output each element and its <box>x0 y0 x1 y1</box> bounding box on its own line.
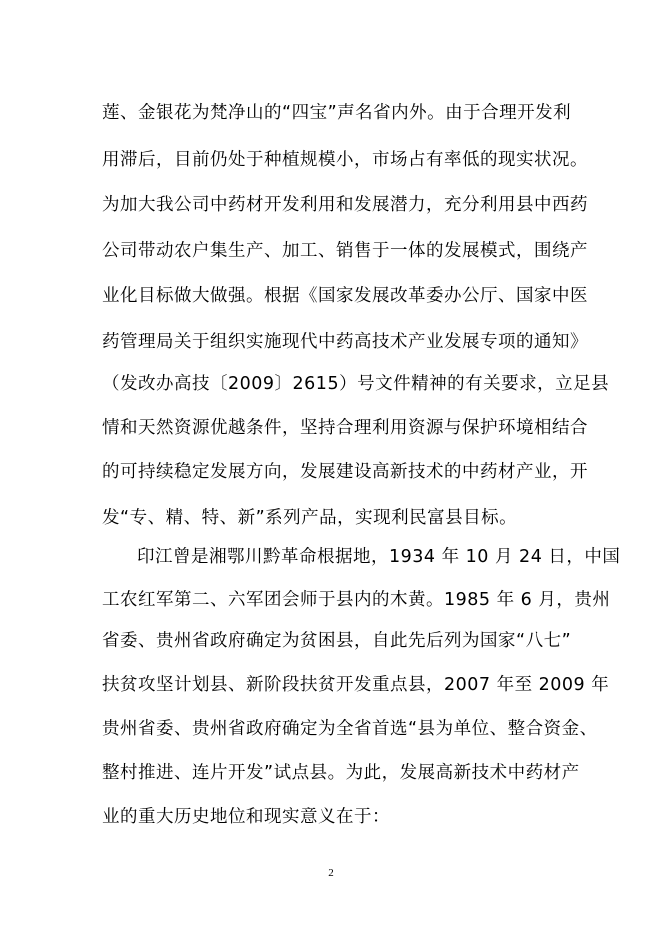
text-line: 贵州省委、贵州省政府确定为全省首选“县为单位、整合资金、 <box>102 719 598 739</box>
text-line: 业的重大历史地位和现实意义在于： <box>102 807 390 827</box>
text-line: 扶贫攻坚计划县、新阶段扶贫开发重点县，2007 年至 2009 年 <box>102 675 610 695</box>
text-line: 省委、贵州省政府确定为贫困县，自此先后列为国家“八七” <box>102 631 572 651</box>
text-line: 为加大我公司中药材开发利用和发展潜力，充分利用县中西药 <box>102 195 588 215</box>
page-number: 2 <box>328 867 334 879</box>
text-line: （发改办高技〔2009〕2615）号文件精神的有关要求，立足县 <box>102 374 610 394</box>
text-line: 的可持续稳定发展方向，发展建设高新技术的中药材产业，开 <box>102 462 588 482</box>
text-line: 发“专、精、特、新”系列产品，实现利民富县目标。 <box>102 508 518 528</box>
text-line: 情和天然资源优越条件，坚持合理利用资源与保护环境相结合 <box>102 418 588 438</box>
text-line: 业化目标做大做强。根据《国家发展改革委办公厅、国家中医 <box>102 286 588 306</box>
text-line: 工农红军第二、六军团会师于县内的木黄。1985 年 6 月，贵州 <box>102 590 611 610</box>
text-line: 整村推进、连片开发”试点县。为此，发展高新技术中药材产 <box>102 763 580 783</box>
text-line: 用滞后，目前仍处于种植规模小，市场占有率低的现实状况。 <box>102 150 588 170</box>
text-line: 印江曾是湘鄂川黔革命根据地，1934 年 10 月 24 日，中国 <box>137 547 621 567</box>
text-line: 药管理局关于组织实施现代中药高技术产业发展专项的通知》 <box>102 332 588 352</box>
text-line: 莲、金银花为梵净山的“四宝”声名省内外。由于合理开发利 <box>102 103 572 123</box>
text-line: 公司带动农户集生产、加工、销售于一体的发展模式，围绕产 <box>102 241 588 261</box>
